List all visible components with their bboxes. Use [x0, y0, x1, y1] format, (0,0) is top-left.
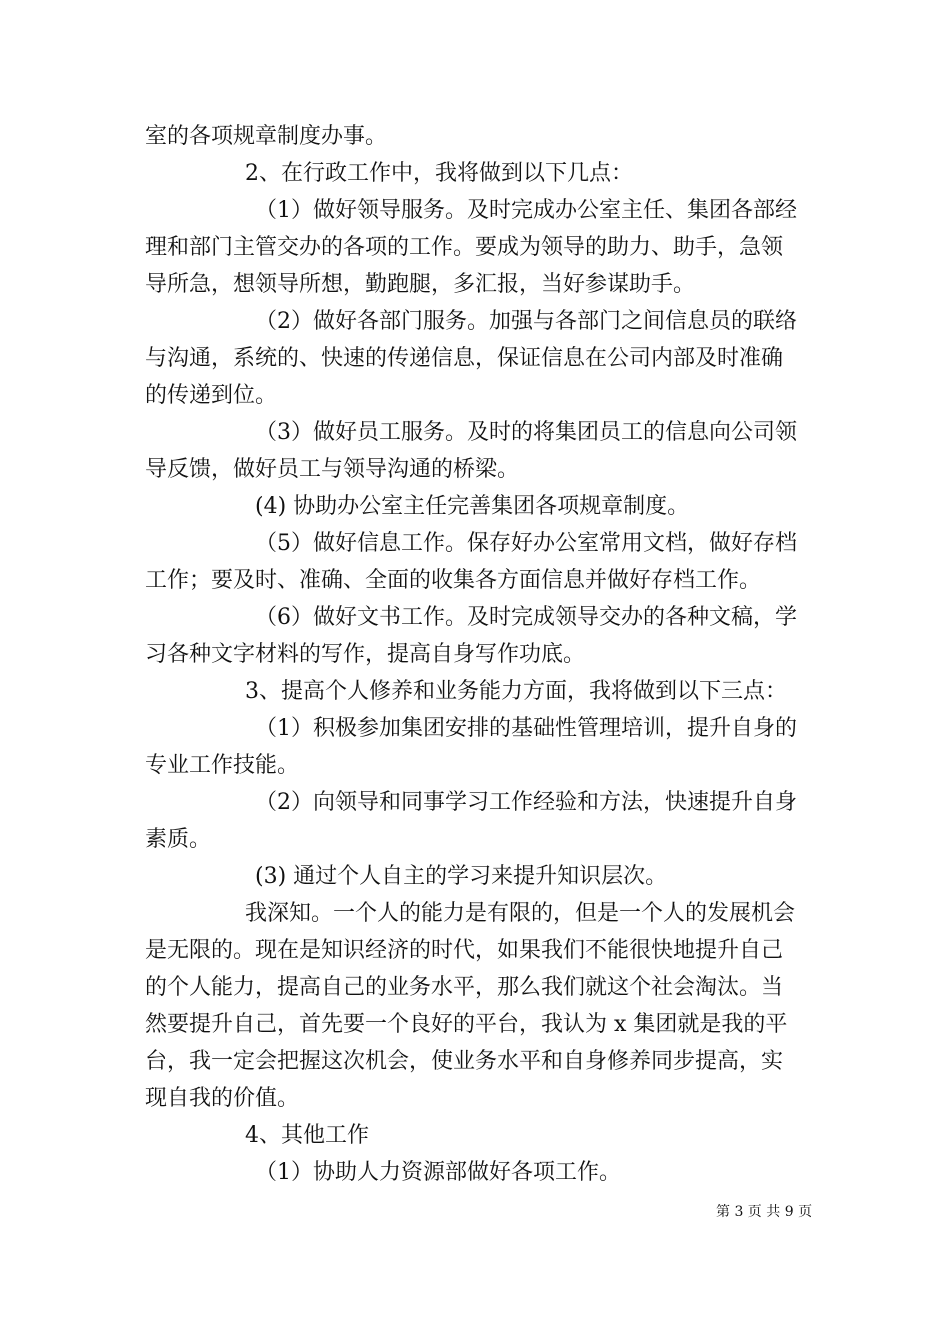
text-line: 习各种文字材料的写作，提高自身写作功底。	[145, 642, 586, 667]
text-line: 的个人能力，提高自己的业务水平，那么我们就这个社会淘汰。当	[145, 975, 784, 1000]
text-line: (3) 通过个人自主的学习来提升知识层次。	[255, 864, 668, 889]
text-line: （1）做好领导服务。及时完成办公室主任、集团各部经	[255, 198, 797, 223]
text-line: (4) 协助办公室主任完善集团各项规章制度。	[255, 494, 690, 519]
text-line: 工作；要及时、准确、全面的收集各方面信息并做好存档工作。	[145, 568, 762, 593]
text-line: 的传递到位。	[145, 383, 278, 408]
body-text	[145, 118, 810, 1191]
text-line: （1）协助人力资源部做好各项工作。	[255, 1160, 621, 1185]
text-line: 导反馈，做好员工与领导沟通的桥梁。	[145, 457, 520, 482]
text-line: 与沟通，系统的、快速的传递信息，保证信息在公司内部及时准确	[145, 346, 784, 371]
text-line: 我深知。一个人的能力是有限的，但是一个人的发展机会	[245, 901, 796, 926]
text-line: （3）做好员工服务。及时的将集团员工的信息向公司领	[255, 420, 797, 445]
text-line: （2）做好各部门服务。加强与各部门之间信息员的联络	[255, 309, 797, 334]
text-line: 导所急，想领导所想，勤跑腿，多汇报，当好参谋助手。	[145, 272, 696, 297]
text-line: （1）积极参加集团安排的基础性管理培训，提升自身的	[255, 716, 797, 741]
page-footer: 第 3 页 共 9 页	[716, 1204, 813, 1220]
text-line: 台，我一定会把握这次机会，使业务水平和自身修养同步提高，实	[145, 1049, 784, 1074]
text-line: 素质。	[145, 827, 212, 852]
text-line: 理和部门主管交办的各项的工作。要成为领导的助力、助手，急领	[145, 235, 784, 260]
text-line: 室的各项规章制度办事。	[145, 124, 388, 149]
text-line: 现自我的价值。	[145, 1086, 300, 1111]
text-line: （2）向领导和同事学习工作经验和方法，快速提升自身	[255, 790, 797, 815]
text-line: （5）做好信息工作。保存好办公室常用文档，做好存档	[255, 531, 797, 556]
section-heading: 2、在行政工作中，我将做到以下几点：	[245, 161, 633, 186]
text-line: 是无限的。现在是知识经济的时代，如果我们不能很快地提升自己	[145, 938, 784, 963]
text-line: 然要提升自己，首先要一个良好的平台，我认为 x 集团就是我的平	[145, 1012, 788, 1037]
text-line: （6）做好文书工作。及时完成领导交办的各种文稿，学	[255, 605, 797, 630]
section-heading: 3、提高个人修养和业务能力方面，我将做到以下三点：	[245, 679, 787, 704]
text-line: 专业工作技能。	[145, 753, 300, 778]
section-heading: 4、其他工作	[245, 1123, 369, 1148]
